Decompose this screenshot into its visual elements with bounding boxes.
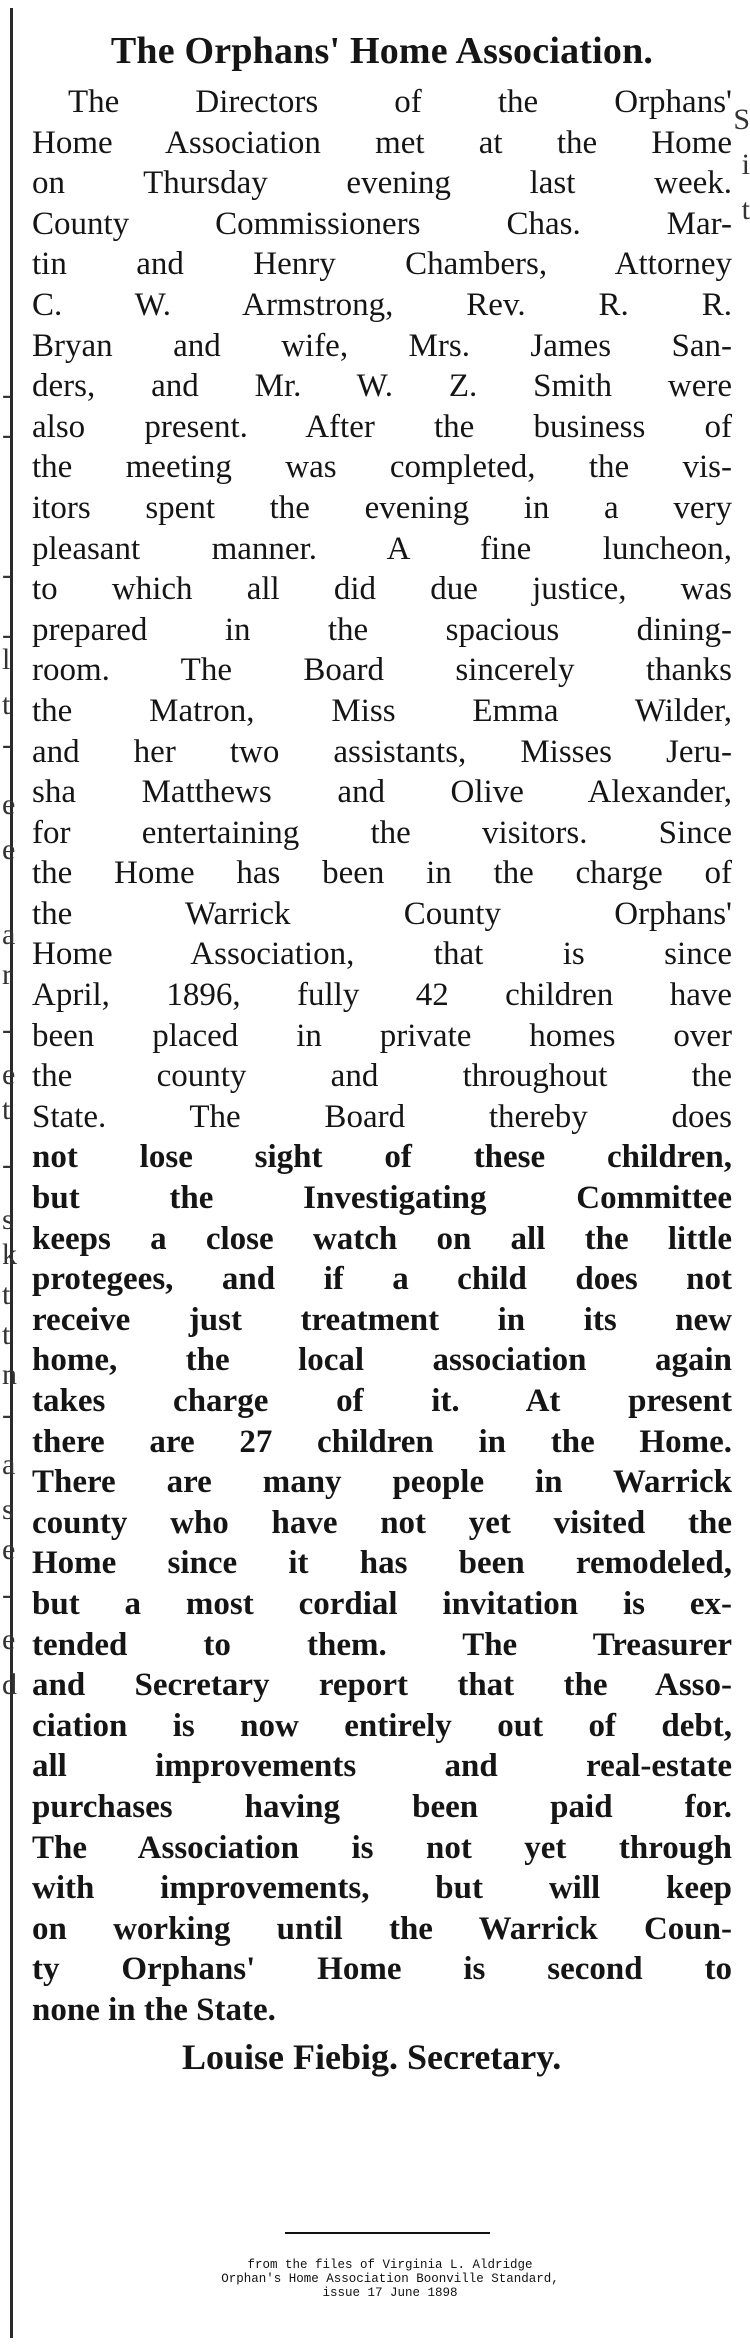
margin-fragment: r: [2, 958, 12, 991]
article-line: Bryan and wife, Mrs. James San-: [32, 327, 732, 364]
margin-fragment: n: [2, 1358, 17, 1391]
margin-fragment: e: [2, 1058, 16, 1091]
margin-fragment: -: [2, 1013, 12, 1046]
article-line: ders, and Mr. W. Z. Smith were: [32, 368, 732, 405]
article-line: protegees, and if a child does not: [32, 1261, 732, 1298]
margin-fragment: e: [2, 833, 16, 866]
article-line: tended to them. The Treasurer: [32, 1626, 732, 1663]
margin-fragment: -: [2, 1398, 12, 1431]
margin-fragment: i: [741, 148, 750, 181]
margin-fragment: s: [2, 1493, 14, 1526]
newspaper-article: [32, 18, 732, 2079]
article-line: ciation is now entirely out of debt,: [32, 1707, 732, 1744]
source-line-2: Orphan's Home Association Boonville Standard,: [221, 2272, 559, 2286]
article-line: receive just treatment in its new: [32, 1301, 732, 1338]
article-line: C. W. Armstrong, Rev. R. R.: [32, 286, 732, 323]
article-line: the Home has been in the charge of: [32, 855, 732, 892]
margin-fragment: e: [2, 1623, 16, 1656]
footer-divider: [285, 2232, 490, 2234]
margin-fragment: a: [2, 918, 16, 951]
article-line: purchases having been paid for.: [32, 1788, 732, 1825]
article-line: room. The Board sincerely thanks: [32, 652, 732, 689]
margin-fragment: a: [2, 1448, 16, 1481]
article-line: keeps a close watch on all the little: [32, 1220, 732, 1257]
source-line-3: issue 17 June 1898: [322, 2286, 458, 2300]
source-citation: [190, 2258, 590, 2300]
article-line: County Commissioners Chas. Mar-: [32, 205, 732, 242]
article-line: prepared in the spacious dining-: [32, 611, 732, 648]
article-headline: The Orphans' Home Association.: [110, 30, 654, 72]
margin-fragment: e: [2, 788, 16, 821]
article-line: the meeting was completed, the vis-: [32, 449, 732, 486]
article-line: State. The Board thereby does: [32, 1098, 732, 1135]
article-line: The Directors of the Orphans': [68, 84, 732, 120]
article-line: but a most cordial invitation is ex-: [32, 1585, 732, 1622]
article-line: to which all did due justice, was: [32, 571, 732, 608]
article-line: the county and throughout the: [32, 1058, 732, 1095]
margin-fragment: t: [2, 688, 11, 721]
margin-fragment: e: [2, 1533, 16, 1566]
article-line: none in the State.: [32, 1991, 276, 2028]
article-line: also present. After the business of: [32, 408, 732, 445]
article-line: been placed in private homes over: [32, 1017, 732, 1054]
article-line: with improvements, but will keep: [32, 1870, 732, 1907]
article-line: but the Investigating Committee: [32, 1180, 732, 1217]
margin-fragment: -: [2, 418, 12, 451]
article-line: county who have not yet visited the: [32, 1504, 732, 1541]
article-line: and her two assistants, Misses Jeru-: [32, 733, 732, 770]
article-line: on working until the Warrick Coun-: [32, 1910, 732, 1947]
article-line: home, the local association again: [32, 1342, 732, 1379]
article-line: Home Association, that is since: [32, 936, 732, 973]
article-line: sha Matthews and Olive Alexander,: [32, 774, 732, 811]
article-line: and Secretary report that the Asso-: [32, 1667, 732, 1704]
margin-fragment: -: [2, 728, 12, 761]
article-line: The Association is not yet through: [32, 1829, 732, 1866]
margin-fragment: s: [2, 1203, 14, 1236]
article-line: on Thursday evening last week.: [32, 165, 732, 202]
margin-fragment: -: [2, 1148, 12, 1181]
article-line: itors spent the evening in a very: [32, 489, 732, 526]
adjacent-column-fragments-left: [0, 0, 22, 2352]
margin-fragment: -: [2, 378, 12, 411]
adjacent-column-fragments-right: [733, 0, 750, 2352]
article-line: tin and Henry Chambers, Attorney: [32, 246, 732, 283]
margin-fragment: t: [2, 1278, 11, 1311]
article-line: all improvements and real-estate: [32, 1748, 732, 1785]
article-line: pleasant manner. A fine luncheon,: [32, 530, 732, 567]
margin-fragment: k: [2, 1238, 17, 1271]
article-line: the Matron, Miss Emma Wilder,: [32, 692, 732, 729]
article-body: [32, 82, 732, 2031]
article-line: Home Association met at the Home: [32, 124, 732, 161]
margin-fragment: d: [2, 1668, 17, 1701]
article-line: April, 1896, fully 42 children have: [32, 977, 732, 1014]
margin-fragment: S: [733, 103, 750, 136]
article-signature: Louise Fiebig. Secretary.: [182, 2036, 562, 2077]
margin-fragment: t: [2, 1093, 11, 1126]
margin-fragment: -: [2, 558, 12, 591]
margin-fragment: l: [2, 643, 11, 676]
article-line: ty Orphans' Home is second to: [32, 1951, 732, 1988]
article-line: for entertaining the visitors. Since: [32, 814, 732, 851]
article-line: there are 27 children in the Home.: [32, 1423, 732, 1460]
margin-fragment: t: [2, 1318, 11, 1351]
article-line: Home since it has been remodeled,: [32, 1545, 732, 1582]
article-line: not lose sight of these children,: [32, 1139, 732, 1176]
article-line: There are many people in Warrick: [32, 1464, 732, 1501]
margin-fragment: -: [2, 1578, 12, 1611]
article-line: the Warrick County Orphans': [32, 895, 732, 932]
source-line-1: from the files of Virginia L. Aldridge: [247, 2258, 533, 2272]
margin-fragment: -: [2, 618, 12, 651]
margin-fragment: t: [741, 193, 750, 226]
article-line: takes charge of it. At present: [32, 1383, 732, 1419]
